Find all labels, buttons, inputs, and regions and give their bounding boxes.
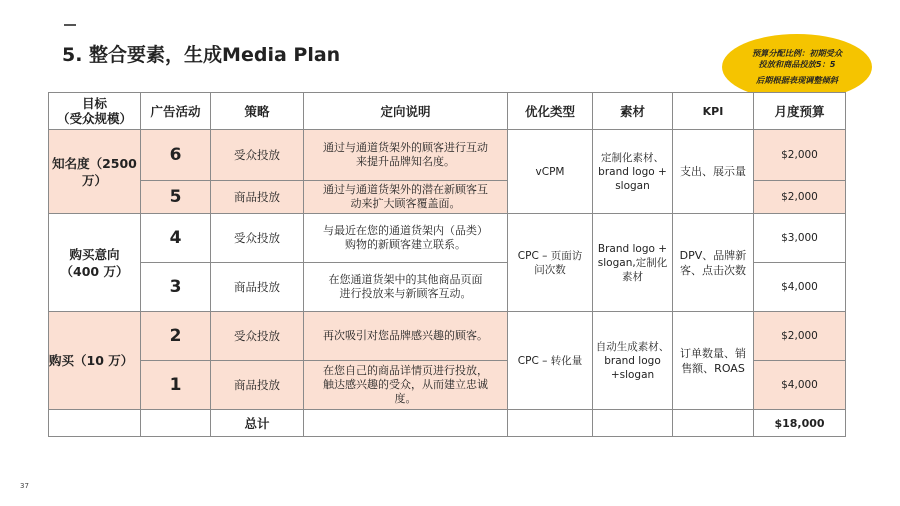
page-number: 37: [20, 482, 29, 490]
total-value: $18,000: [754, 410, 846, 437]
header-targeting: 定向说明: [304, 93, 508, 130]
total-empty-cell: [508, 410, 593, 437]
material-cell: 自动生成素材、 brand logo +slogan: [593, 312, 673, 410]
targeting-cell: 通过与通道货架外的顾客进行互动 来提升品牌知名度。: [304, 130, 508, 181]
kpi-cell: DPV、品牌新 客、点击次数: [673, 214, 754, 312]
note-line-2: 投放和商品投放5：5: [758, 59, 836, 69]
header-activity: 广告活动: [141, 93, 211, 130]
header-material: 素材: [593, 93, 673, 130]
activity-number: 5: [141, 181, 211, 214]
activity-number: 6: [141, 130, 211, 181]
total-empty-cell: [593, 410, 673, 437]
budget-cell: $4,000: [754, 361, 846, 410]
goal-cell-purchase: 购买（10 万）: [49, 312, 141, 410]
total-label: 总计: [211, 410, 304, 437]
total-row: [49, 410, 846, 437]
strategy-cell: 受众投放: [211, 130, 304, 181]
header-budget: 月度预算: [754, 93, 846, 130]
targeting-cell: 通过与通道货架外的潜在新顾客互 动来扩大顾客覆盖面。: [304, 181, 508, 214]
kpi-cell: 支出、展示量: [673, 130, 754, 214]
goal-cell-awareness: 知名度（2500 万）: [49, 130, 141, 214]
optimization-cell: CPC – 页面访 问次数: [508, 214, 593, 312]
goal-cell-purchase-intent: 购买意向 （400 万）: [49, 214, 141, 312]
material-cell: 定制化素材、 brand logo + slogan: [593, 130, 673, 214]
kpi-cell: 订单数量、销 售额、ROAS: [673, 312, 754, 410]
activity-number: 2: [141, 312, 211, 361]
page-title: 5. 整合要素，生成Media Plan: [62, 44, 341, 66]
header-row: [49, 93, 846, 130]
targeting-cell: 在您通道货架中的其他商品页面 进行投放来与新顾客互动。: [304, 263, 508, 312]
total-empty-cell: [141, 410, 211, 437]
strategy-cell: 受众投放: [211, 214, 304, 263]
budget-cell: $3,000: [754, 214, 846, 263]
total-empty-cell: [49, 410, 141, 437]
media-plan-table: [48, 92, 846, 437]
material-cell: Brand logo + slogan,定制化 素材: [593, 214, 673, 312]
strategy-cell: 商品投放: [211, 263, 304, 312]
table-row: [49, 130, 846, 181]
header-optimization: 优化类型: [508, 93, 593, 130]
strategy-cell: 受众投放: [211, 312, 304, 361]
note-line-1: 预算分配比例：初期受众: [751, 48, 843, 58]
table-row: [49, 312, 846, 361]
targeting-cell: 与最近在您的通道货架内（品类） 购物的新顾客建立联系。: [304, 214, 508, 263]
budget-cell: $4,000: [754, 263, 846, 312]
strategy-cell: 商品投放: [211, 181, 304, 214]
budget-cell: $2,000: [754, 130, 846, 181]
budget-cell: $2,000: [754, 181, 846, 214]
activity-number: 3: [141, 263, 211, 312]
optimization-cell: vCPM: [508, 130, 593, 214]
activity-number: 4: [141, 214, 211, 263]
header-strategy: 策略: [211, 93, 304, 130]
optimization-cell: CPC – 转化量: [508, 312, 593, 410]
strategy-cell: 商品投放: [211, 361, 304, 410]
budget-note-bubble: [722, 34, 872, 100]
targeting-cell: 再次吸引对您品牌感兴趣的顾客。: [304, 312, 508, 361]
budget-cell: $2,000: [754, 312, 846, 361]
title-accent-dash: [64, 24, 76, 26]
note-line-3: 后期根据表现调整倾斜: [756, 75, 838, 85]
table-row: [49, 214, 846, 263]
header-kpi: KPI: [673, 93, 754, 130]
targeting-cell: 在您自己的商品详情页进行投放， 触达感兴趣的受众，从而建立忠诚 度。: [304, 361, 508, 410]
total-empty-cell: [673, 410, 754, 437]
total-empty-cell: [304, 410, 508, 437]
header-goal: 目标 （受众规模）: [49, 93, 141, 130]
activity-number: 1: [141, 361, 211, 410]
